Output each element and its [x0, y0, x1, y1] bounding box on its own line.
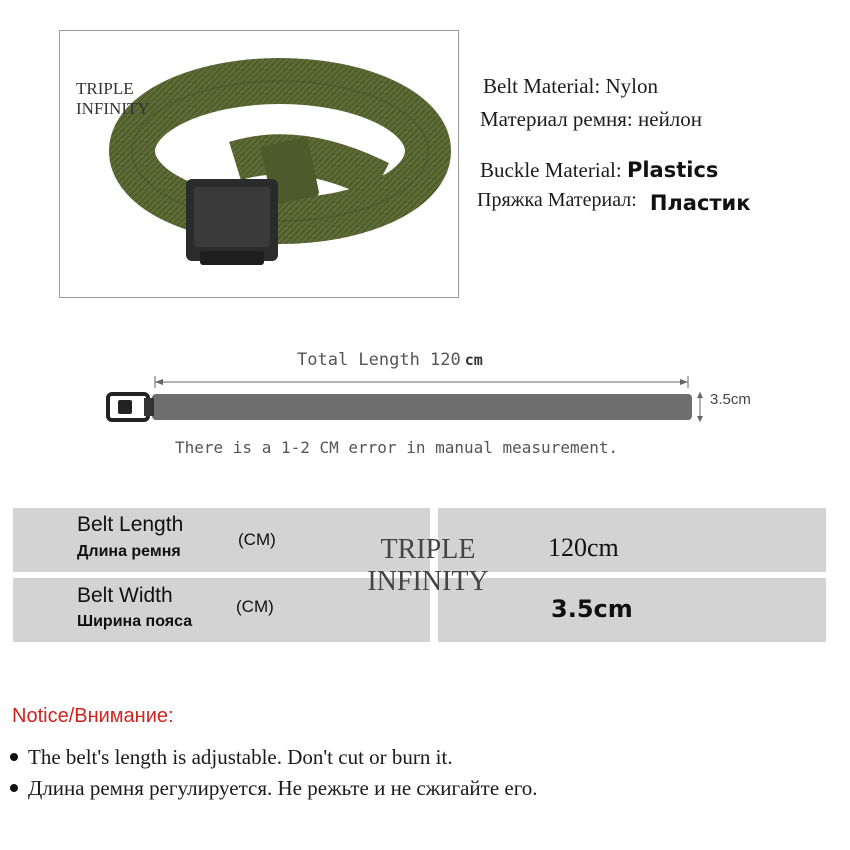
list-item — [10, 745, 453, 770]
belt-material-ru: Материал ремня: нейлон — [480, 107, 703, 131]
total-length-text: Total Length 120 — [297, 350, 461, 370]
buckle-material-ru-line — [477, 187, 751, 215]
notice-text: The belt's length is adjustable. Don't cut or burn it. — [28, 745, 453, 769]
list-item — [10, 776, 538, 801]
buckle-material-ru-label: Пряжка Материал: — [477, 189, 637, 211]
belt-width-label-ru: Ширина пояса — [77, 613, 193, 630]
belt-length-label-ru: Длина ремня — [77, 543, 181, 560]
belt-width-unit: (CM) — [236, 597, 274, 616]
buckle-icon — [108, 394, 154, 420]
belt-material-line — [483, 74, 658, 99]
bullet-icon — [10, 753, 18, 761]
watermark-line: INFINITY — [76, 99, 150, 118]
notice-title: Notice/Внимание: — [12, 705, 174, 727]
belt-length-value: 120cm — [548, 533, 619, 562]
product-photo — [59, 30, 459, 298]
buckle-material-label: Buckle Material: — [480, 158, 622, 182]
belt-diagram — [100, 370, 710, 430]
belt-photo-illustration — [60, 31, 458, 297]
belt-material-value: Nylon — [605, 74, 658, 98]
belt-strap — [152, 394, 692, 420]
watermark-line: TRIPLE — [380, 534, 476, 565]
watermark-line: TRIPLE — [76, 79, 134, 98]
total-length-label — [297, 350, 483, 370]
photo-watermark — [76, 79, 150, 119]
belt-width-value: 3.5cm — [551, 595, 633, 623]
belt-width-label: 3.5cm — [710, 391, 751, 408]
belt-length-unit: (CM) — [238, 530, 276, 549]
bullet-icon — [10, 784, 18, 792]
belt-length-label: Belt Length — [77, 513, 184, 536]
belt-width-label: Belt Width — [77, 584, 173, 607]
belt-material-label: Belt Material: — [483, 74, 601, 98]
buckle-icon — [186, 179, 278, 265]
measurement-error-note: There is a 1-2 CM error in manual measurement. — [175, 438, 619, 457]
buckle-material-line — [480, 158, 718, 183]
notice-text: Длина ремня регулируется. Не режьте и не сжигайте его. — [28, 776, 538, 800]
buckle-material-value: Plastics — [626, 158, 719, 182]
table-watermark — [355, 534, 501, 598]
watermark-line: INFINITY — [367, 566, 489, 597]
buckle-material-ru-value: Пластик — [649, 191, 751, 215]
total-length-unit: cm — [464, 351, 483, 369]
